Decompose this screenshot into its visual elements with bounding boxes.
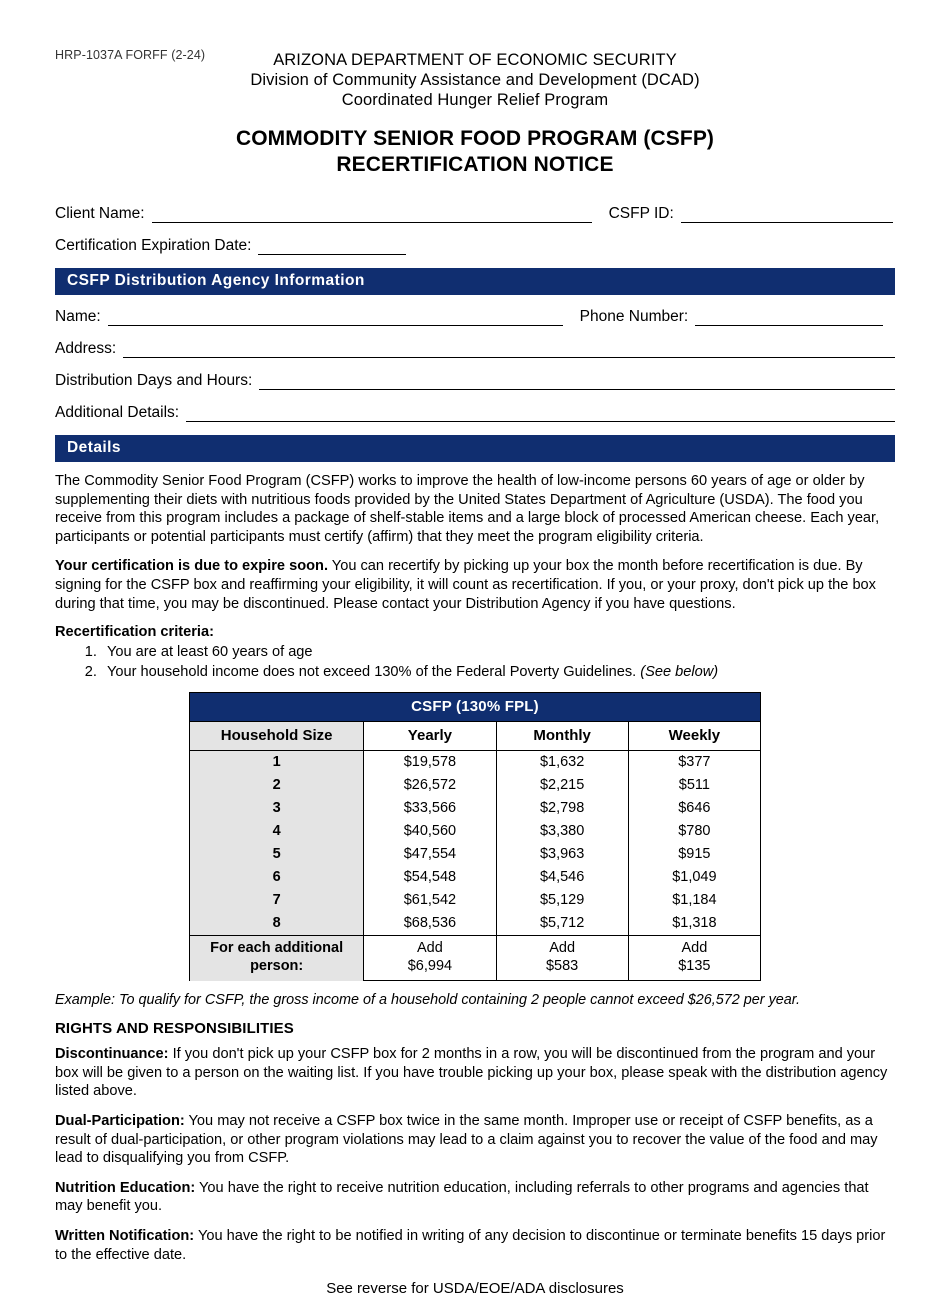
additional-yearly-line1: Add [417,940,443,957]
rights-label: Discontinuance: [55,1046,169,1063]
rights-text: You have the right to receive nutrition education, including referrals to other programs and agencies that may benefit you. [55,1179,869,1215]
cell-weekly: $915 [628,843,760,866]
agency-additional-details-input[interactable] [186,404,895,422]
cell-household-size: 1 [190,751,364,775]
cell-yearly: $61,542 [364,889,496,912]
cell-additional-weekly [628,936,760,981]
form-code: HRP-1037A FORFF (2-24) [55,48,206,62]
cell-additional-label [190,936,364,981]
list-item [101,662,895,682]
agency-name-label: Name: [55,308,101,325]
cell-additional-monthly [496,936,628,981]
agency-address-row [55,337,895,358]
details-paragraph-2 [55,557,895,613]
cell-weekly: $511 [628,774,760,797]
rights-label: Written Notification: [55,1227,195,1244]
agency-phone-input[interactable] [695,308,883,326]
cell-weekly: $1,184 [628,889,760,912]
document-title [55,126,895,178]
rights-text: If you don't pick up your CSFP box for 2 months in a row, you will be discontinued from the program and your box will be given to a person on the waiting list. If you have trouble picking up your box, please speak with the distribution agency listed above. [55,1046,888,1100]
cell-household-size: 4 [190,820,364,843]
agency-fields [55,305,895,422]
cell-monthly: $4,546 [496,866,628,889]
cell-household-size: 3 [190,797,364,820]
table-row [190,797,761,820]
program-name: Coordinated Hunger Relief Program [341,91,609,109]
agency-section-bar: CSFP Distribution Agency Information [55,268,895,295]
cell-monthly: $2,798 [496,797,628,820]
rights-item-dual-participation [55,1112,895,1168]
agency-name-row [55,305,895,326]
document-title-line1: COMMODITY SENIOR FOOD PROGRAM (CSFP) [235,127,715,150]
cell-household-size: 2 [190,774,364,797]
details-paragraph-1: The Commodity Senior Food Program (CSFP) works to improve the health of low-income persons 60 years of age or older by supplementing their diets with nutritious foods provided by the United States Department of Agriculture (USDA). The food you receive from this program includes a package of shelf-stable items and a large block of processed American cheese. Each year, participants or potential participants must certify (affirm) that they meet the program eligibility criteria. [55,473,880,545]
cert-expiration-input[interactable] [258,237,406,255]
cert-expiration-row [55,234,895,255]
table-row [190,774,761,797]
additional-weekly-line2: $135 [678,958,711,975]
client-name-label: Client Name: [55,205,145,222]
agency-days-hours-label: Distribution Days and Hours: [55,372,253,389]
fpl-table-wrapper [55,692,895,981]
criteria-text: Your household income does not exceed 130% of the Federal Poverty Guidelines. [107,664,641,681]
additional-monthly-line2: $583 [545,958,579,975]
table-header-row [190,722,761,751]
additional-label-line1: For each additional [210,940,344,957]
column-header-monthly: Monthly [496,722,628,751]
cell-monthly: $3,963 [496,843,628,866]
criteria-heading: Recertification criteria: [55,624,214,641]
client-name-input[interactable] [152,205,592,223]
client-fields [55,202,895,255]
cert-expiration-label: Certification Expiration Date: [55,237,252,254]
expire-soon-text: You can recertify by picking up your box the month before recertification is due. By signing for the CSFP box and reaffirming your eligibility, it will count as recertification. If you, or your proxy, don't pick up the box during that time, you may be discontinued. Please contact your Distribution Agency if you have questions. [55,558,876,612]
cell-household-size: 5 [190,843,364,866]
criteria-note: (See below) [640,664,719,681]
table-row [190,889,761,912]
agency-name-input[interactable] [108,308,563,326]
cell-weekly: $377 [628,751,760,775]
column-header-weekly: Weekly [628,722,760,751]
footer-note: See reverse for USDA/EOE/ADA disclosures [326,1280,624,1297]
agency-days-hours-input[interactable] [259,372,895,390]
rights-label: Dual-Participation: [55,1112,185,1129]
additional-label-line2: person: [250,958,304,975]
cell-monthly: $1,632 [496,751,628,775]
client-name-row [55,202,895,223]
example-note: Example: To qualify for CSFP, the gross income of a household containing 2 people cannot exceed $26,572 per year. [55,992,801,1009]
agency-address-label: Address: [55,340,117,357]
expire-soon-emphasis: Your certification is due to expire soon. [55,558,329,575]
criteria-text: You are at least 60 years of age [107,644,313,661]
csfp-id-label: CSFP ID: [608,205,674,222]
table-row [190,866,761,889]
table-row [190,912,761,936]
cell-yearly: $54,548 [364,866,496,889]
cell-yearly: $33,566 [364,797,496,820]
cell-household-size: 6 [190,866,364,889]
table-row [190,843,761,866]
cell-household-size: 7 [190,889,364,912]
cell-yearly: $68,536 [364,912,496,936]
cell-additional-yearly [364,936,496,981]
additional-yearly-line2: $6,994 [407,958,453,975]
table-title-row [190,693,761,722]
rights-item-discontinuance [55,1045,895,1101]
column-header-household-size: Household Size [190,722,364,751]
table-row-additional-person [190,936,761,981]
agency-additional-details-row [55,401,895,422]
table-row [190,820,761,843]
table-title: CSFP (130% FPL) [190,693,761,722]
document-title-line2: RECERTIFICATION NOTICE [336,153,614,176]
cell-monthly: $5,712 [496,912,628,936]
cell-monthly: $2,215 [496,774,628,797]
agency-additional-details-label: Additional Details: [55,404,180,421]
cell-weekly: $1,318 [628,912,760,936]
cell-monthly: $5,129 [496,889,628,912]
division-name: Division of Community Assistance and Development (DCAD) [250,71,700,89]
cell-weekly: $1,049 [628,866,760,889]
list-item [101,642,895,662]
agency-days-hours-row [55,369,895,390]
csfp-id-input[interactable] [681,205,893,223]
agency-address-input[interactable] [123,340,895,358]
cell-weekly: $780 [628,820,760,843]
cell-yearly: $26,572 [364,774,496,797]
rights-text: You may not receive a CSFP box twice in the same month. Improper use or receipt of CSFP benefits, as a result of dual-participation, or other program violations may lead to a claim against you to recover the value of the food and may lead to disqualifying you from CSFP. [55,1112,878,1167]
cell-household-size: 8 [190,912,364,936]
agency-phone-label: Phone Number: [579,308,689,325]
rights-label: Nutrition Education: [55,1179,196,1196]
document-header [55,0,895,178]
additional-monthly-line1: Add [549,940,576,957]
cell-weekly: $646 [628,797,760,820]
details-section-bar: Details [55,435,895,462]
rights-item-written-notification [55,1227,895,1264]
cell-yearly: $19,578 [364,751,496,775]
cell-yearly: $47,554 [364,843,496,866]
additional-weekly-line1: Add [681,940,708,957]
agency-name: ARIZONA DEPARTMENT OF ECONOMIC SECURITY [273,51,677,69]
fpl-income-table [189,692,761,981]
rights-heading: RIGHTS AND RESPONSIBILITIES [55,1020,294,1038]
table-row [190,751,761,775]
criteria-list [55,642,895,682]
rights-item-nutrition-education [55,1179,895,1216]
rights-text: You have the right to be notified in writing of any decision to discontinue or terminate benefits 15 days prior to the effective date. [55,1227,886,1263]
cell-monthly: $3,380 [496,820,628,843]
column-header-yearly: Yearly [364,722,496,751]
cell-yearly: $40,560 [364,820,496,843]
